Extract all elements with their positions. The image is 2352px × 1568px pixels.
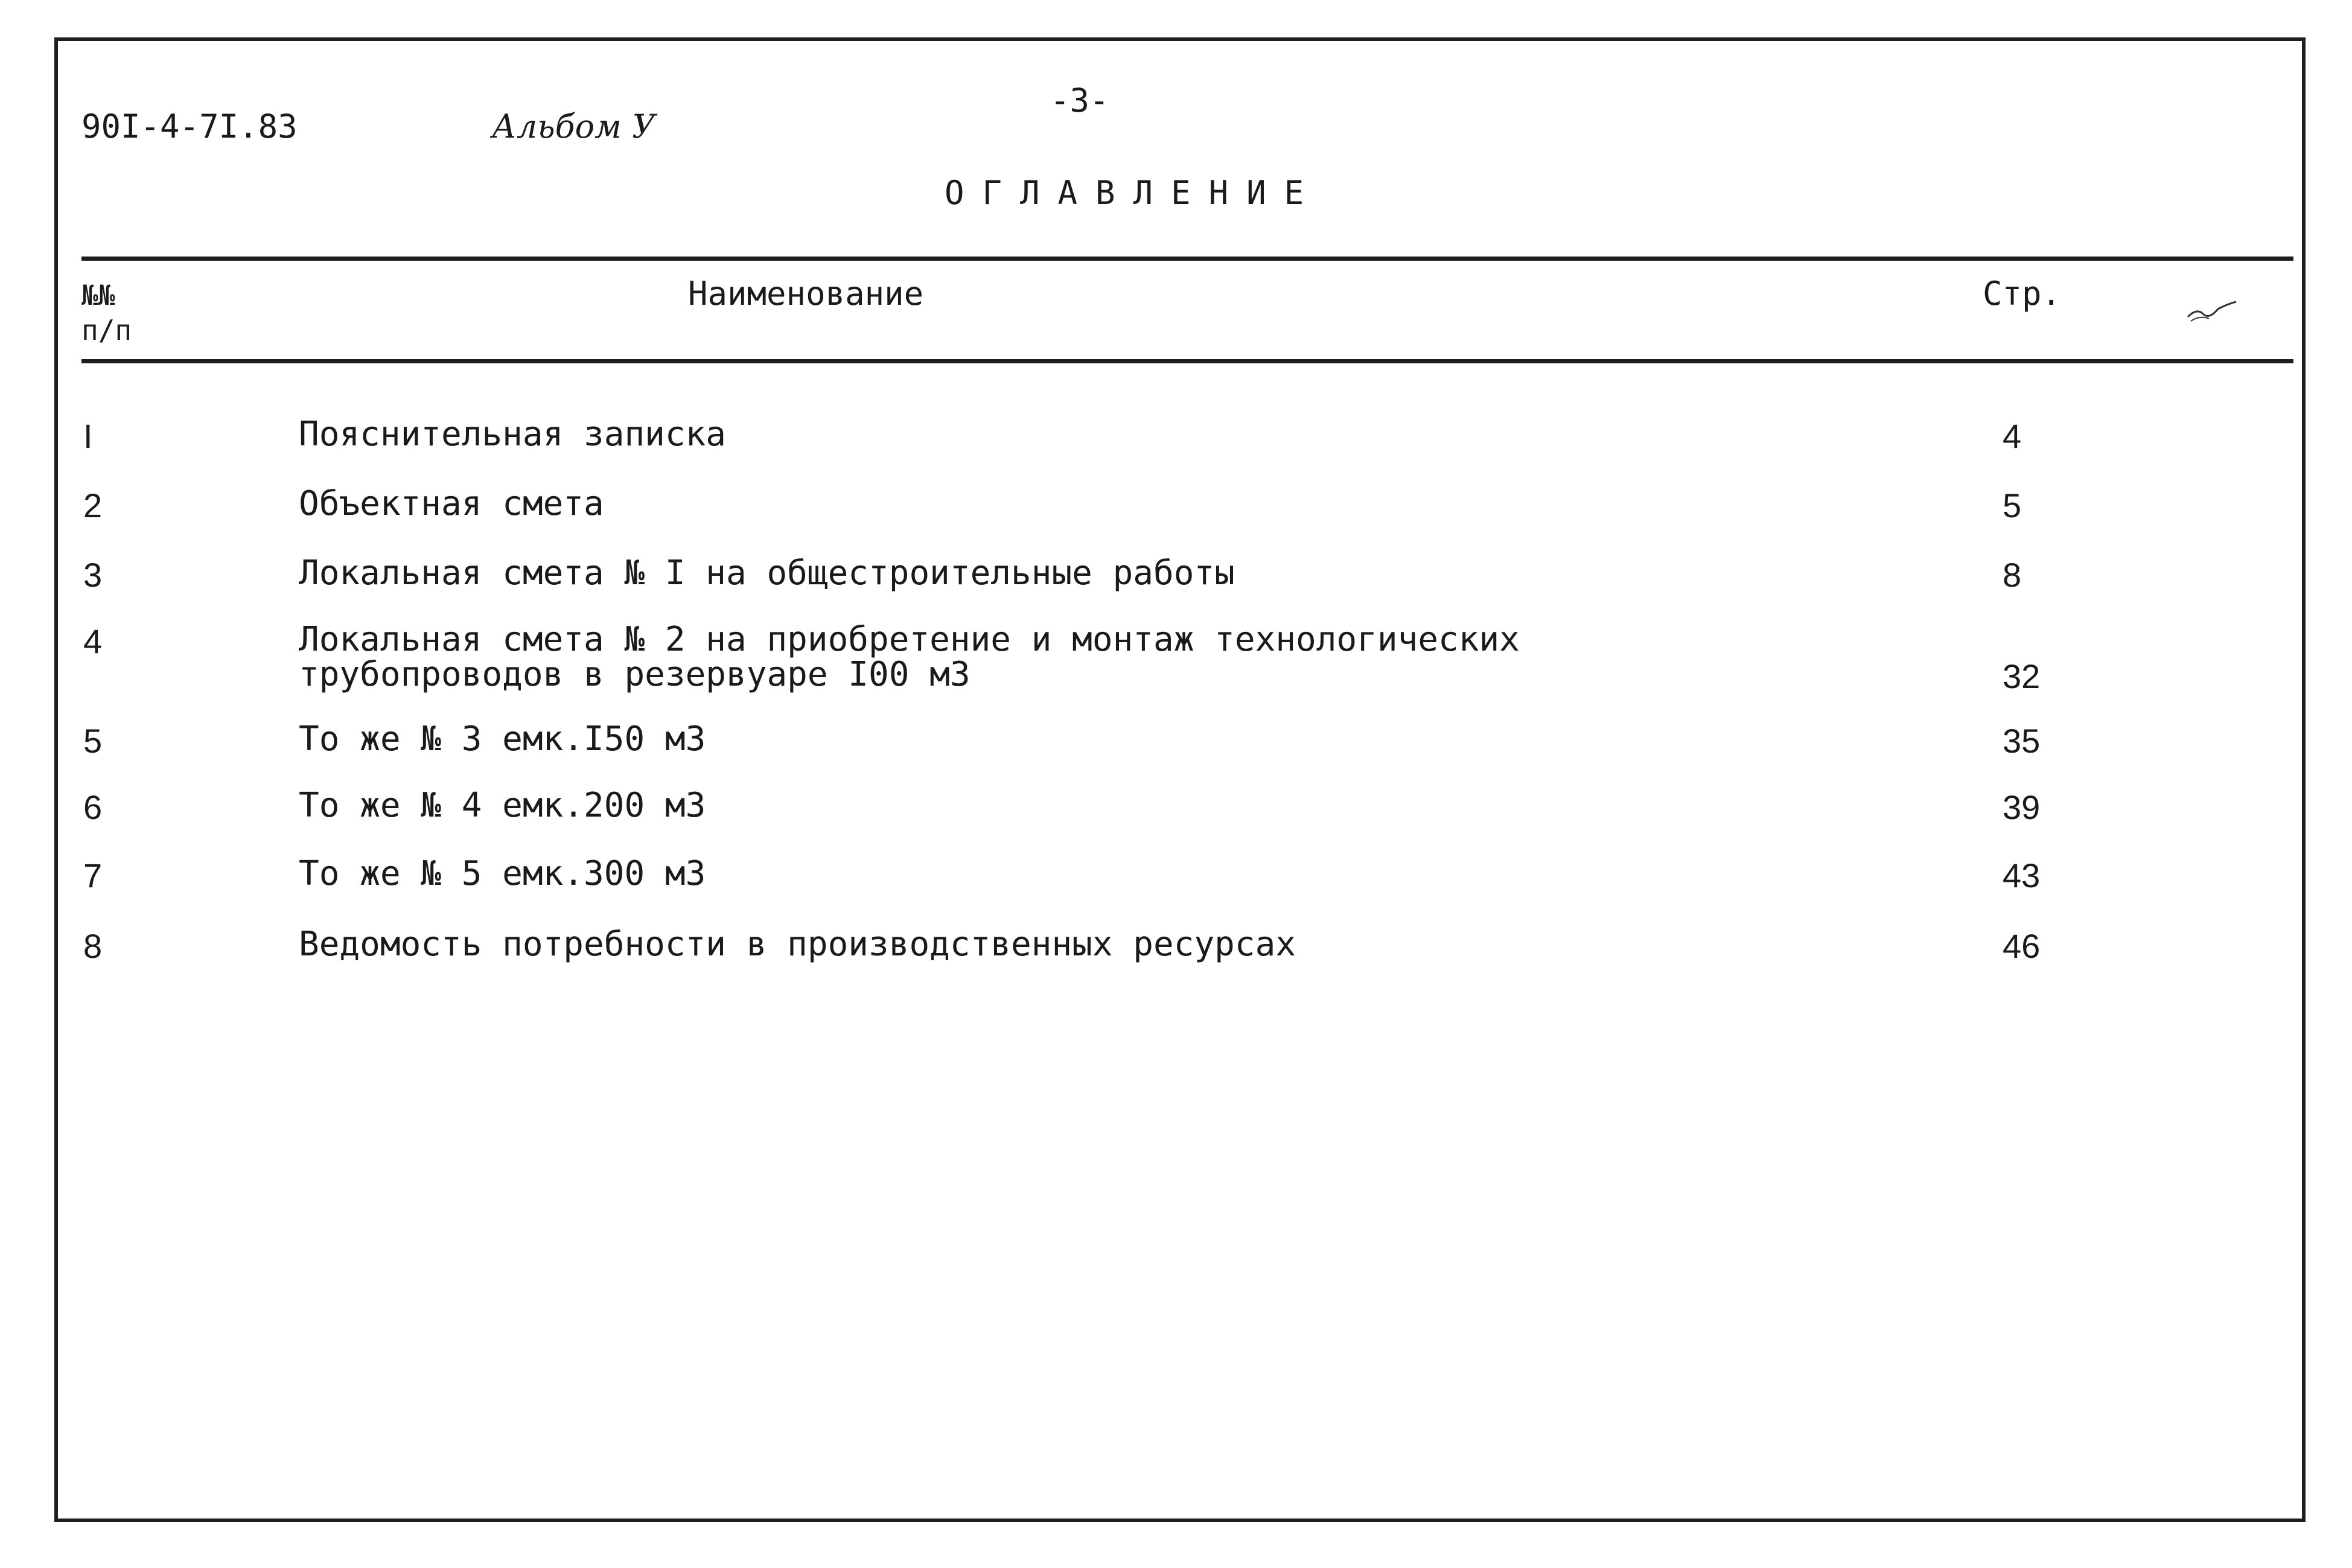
row-page: 5 (2003, 486, 2022, 524)
album-label: Альбом У (492, 107, 656, 145)
row-page: 32 (2003, 657, 2041, 695)
row-page: 35 (2003, 722, 2041, 760)
table-top-rule (81, 257, 2293, 261)
document-code: 90I-4-7I.83 (81, 107, 298, 145)
row-name-line1: Локальная смета № 2 на приобретение и монтаж технологических (299, 620, 1520, 659)
column-header-number (81, 278, 132, 348)
row-page: 39 (2003, 788, 2041, 826)
row-name: То же № 5 емк.300 м3 (299, 854, 706, 893)
column-header-page: Стр. (1983, 275, 2062, 313)
table-header-rule (81, 359, 2293, 363)
row-number: 7 (83, 856, 103, 894)
row-number: 2 (83, 486, 103, 524)
row-page: 46 (2003, 927, 2041, 965)
row-number: 6 (83, 788, 103, 826)
row-page: 8 (2003, 556, 2022, 594)
row-name: То же № 3 емк.I50 м3 (299, 719, 706, 759)
page-title: ОГЛАВЛЕНИЕ (945, 174, 1322, 212)
row-name: То же № 4 емк.200 м3 (299, 786, 706, 825)
row-page: 43 (2003, 856, 2041, 894)
row-number: 4 (83, 622, 103, 660)
row-name: Пояснительная записка (299, 415, 727, 454)
row-number: 8 (83, 927, 103, 965)
initials-mark-icon (2185, 296, 2239, 326)
row-name: Объектная смета (299, 484, 604, 523)
row-number: 3 (83, 556, 103, 594)
row-name: Локальная смета № I на общестроительные работы (299, 553, 1235, 593)
row-name-line2: трубопроводов в резервуаре I00 м3 (299, 655, 970, 694)
row-name: Ведомость потребности в производственных ресурсах (299, 925, 1296, 964)
column-header-number-line2: п/п (81, 314, 132, 346)
page-number: -3- (1050, 81, 1109, 120)
row-number: I (83, 417, 93, 455)
column-header-name: Наименование (688, 275, 924, 313)
column-header-number-line1: №№ (81, 279, 115, 311)
row-number: 5 (83, 722, 103, 760)
row-page: 4 (2003, 417, 2022, 455)
